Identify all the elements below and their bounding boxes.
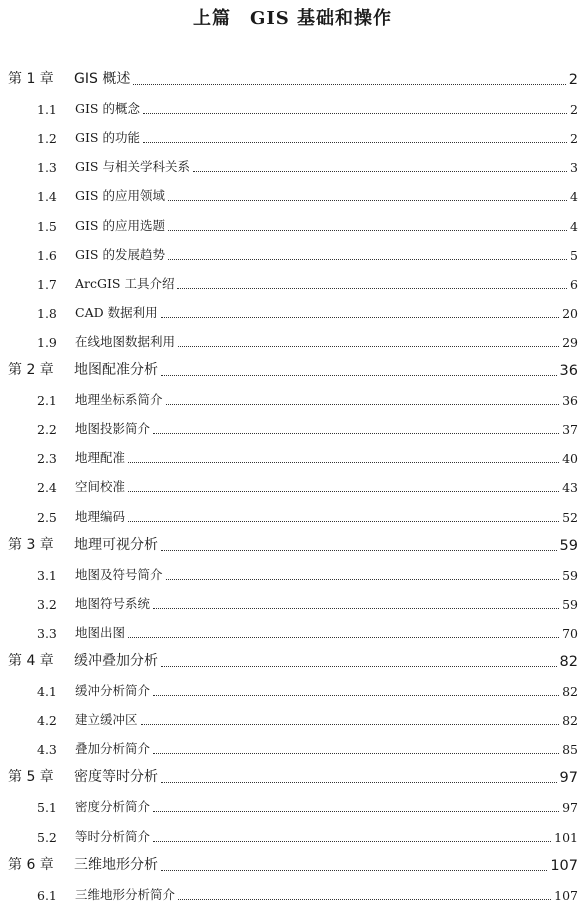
toc-entry-page-number: 52 bbox=[562, 509, 578, 525]
toc-entry-page-number: 2 bbox=[570, 131, 578, 147]
toc-entry-title: CAD 数据利用 bbox=[75, 304, 158, 320]
toc-entry-number: 2.1 bbox=[37, 393, 57, 409]
toc-entry-number: 2.3 bbox=[37, 451, 57, 467]
toc-entry-title: GIS 的应用领域 bbox=[75, 188, 165, 204]
toc-section-entry[interactable] bbox=[0, 149, 585, 178]
toc-chapter-entry[interactable] bbox=[0, 848, 585, 877]
toc-entry-title: 建立缓冲区 bbox=[75, 712, 138, 728]
dot-leader bbox=[178, 899, 551, 900]
toc-entry-page-number: 101 bbox=[554, 829, 578, 845]
toc-section-entry[interactable] bbox=[0, 120, 585, 149]
toc-entry-number: 第 1 章 bbox=[8, 71, 54, 88]
dot-leader bbox=[128, 491, 559, 492]
toc-entry-title: 地图投影简介 bbox=[75, 421, 151, 437]
toc-entry-number: 4.2 bbox=[37, 713, 57, 729]
toc-entry-title: 地图出图 bbox=[75, 624, 126, 640]
toc-entry-page-number: 82 bbox=[562, 713, 578, 729]
toc-entry-title: 三维地形分析简介 bbox=[75, 886, 176, 902]
toc-section-entry[interactable] bbox=[0, 789, 585, 818]
toc-entry-page-number: 40 bbox=[562, 451, 578, 467]
toc-section-entry[interactable] bbox=[0, 207, 585, 236]
toc-entry-page-number: 59 bbox=[559, 537, 578, 554]
dot-leader bbox=[133, 84, 565, 85]
dot-leader bbox=[161, 782, 557, 783]
dot-leader bbox=[141, 724, 560, 725]
toc-entry-title: 三维地形分析 bbox=[74, 856, 158, 873]
toc-entry-title: GIS 的应用选题 bbox=[75, 217, 165, 233]
toc-section-entry[interactable] bbox=[0, 411, 585, 440]
toc-entry-number: 1.4 bbox=[37, 189, 57, 205]
toc-entry-page-number: 97 bbox=[562, 800, 578, 816]
dot-leader bbox=[153, 695, 559, 696]
toc-entry-page-number: 20 bbox=[562, 305, 578, 321]
toc-entry-page-number: 97 bbox=[559, 770, 578, 787]
dot-leader bbox=[128, 462, 559, 463]
toc-section-entry[interactable] bbox=[0, 266, 585, 295]
toc-entry-page-number: 36 bbox=[559, 363, 578, 380]
toc-entry-number: 1.2 bbox=[37, 131, 57, 147]
toc-entry-number: 1.5 bbox=[37, 218, 57, 234]
toc-entry-number: 4.3 bbox=[37, 742, 57, 758]
toc-entry-page-number: 43 bbox=[562, 480, 578, 496]
toc-entry-title: 地图及符号简介 bbox=[75, 566, 163, 582]
toc-entry-title: GIS 的发展趋势 bbox=[75, 246, 165, 262]
dot-leader bbox=[153, 433, 559, 434]
toc-entry-title: GIS 概述 bbox=[74, 71, 131, 88]
dot-leader bbox=[153, 811, 559, 812]
toc-entry-number: 2.4 bbox=[37, 480, 57, 496]
toc-section-entry[interactable] bbox=[0, 469, 585, 498]
dot-leader bbox=[193, 171, 567, 172]
toc-entry-title: 缓冲叠加分析 bbox=[74, 652, 158, 669]
toc-entry-number: 第 5 章 bbox=[8, 769, 54, 786]
toc-chapter-entry[interactable] bbox=[0, 353, 585, 382]
dot-leader bbox=[143, 142, 567, 143]
toc-entry-page-number: 82 bbox=[562, 684, 578, 700]
dot-leader bbox=[166, 579, 560, 580]
toc-entry-number: 第 6 章 bbox=[8, 856, 54, 873]
toc-entry-number: 5.1 bbox=[37, 800, 57, 816]
toc-entry-number: 1.1 bbox=[37, 102, 57, 118]
dot-leader bbox=[168, 200, 567, 201]
toc-entry-page-number: 107 bbox=[554, 887, 578, 903]
toc-entry-number: 第 3 章 bbox=[8, 536, 54, 553]
toc-entry-page-number: 37 bbox=[562, 422, 578, 438]
toc-entry-page-number: 4 bbox=[570, 218, 578, 234]
toc-entry-number: 2.2 bbox=[37, 422, 57, 438]
toc-entry-title: 在线地图数据利用 bbox=[75, 333, 176, 349]
toc-section-entry[interactable] bbox=[0, 295, 585, 324]
toc-section-entry[interactable] bbox=[0, 440, 585, 469]
toc-entry-title: GIS 与相关学科关系 bbox=[75, 159, 190, 175]
toc-section-entry[interactable] bbox=[0, 673, 585, 702]
toc-section-entry[interactable] bbox=[0, 91, 585, 120]
toc-entry-page-number: 85 bbox=[562, 742, 578, 758]
toc-entry-title: 等时分析简介 bbox=[75, 828, 151, 844]
toc-section-entry[interactable] bbox=[0, 702, 585, 731]
toc-section-entry[interactable] bbox=[0, 324, 585, 353]
toc-entry-title: 叠加分析简介 bbox=[75, 741, 151, 757]
toc-entry-number: 5.2 bbox=[37, 829, 57, 845]
toc-section-entry[interactable] bbox=[0, 237, 585, 266]
dot-leader bbox=[178, 346, 559, 347]
toc-section-entry[interactable] bbox=[0, 498, 585, 527]
toc-entry-number: 1.7 bbox=[37, 276, 57, 292]
page-title: 上篇 GIS 基础和操作 bbox=[192, 8, 393, 29]
dot-leader bbox=[153, 841, 551, 842]
dot-leader bbox=[161, 375, 557, 376]
toc-entry-title: 地理可视分析 bbox=[74, 536, 158, 553]
toc-entry-page-number: 5 bbox=[570, 247, 578, 263]
table-of-contents bbox=[0, 62, 585, 906]
toc-entry-page-number: 59 bbox=[562, 567, 578, 583]
toc-entry-number: 1.9 bbox=[37, 334, 57, 350]
toc-entry-page-number: 107 bbox=[550, 857, 578, 874]
toc-entry-title: 地理编码 bbox=[75, 508, 126, 524]
toc-entry-title: GIS 的概念 bbox=[75, 101, 140, 117]
toc-entry-title: 地理配准 bbox=[75, 450, 126, 466]
toc-section-entry[interactable] bbox=[0, 557, 585, 586]
dot-leader bbox=[168, 259, 567, 260]
toc-entry-title: ArcGIS 工具介绍 bbox=[75, 275, 175, 291]
toc-section-entry[interactable] bbox=[0, 178, 585, 207]
toc-entry-number: 1.6 bbox=[37, 247, 57, 263]
toc-entry-title: GIS 的功能 bbox=[75, 130, 140, 146]
toc-entry-number: 2.5 bbox=[37, 509, 57, 525]
toc-section-entry[interactable] bbox=[0, 731, 585, 760]
toc-entry-page-number: 2 bbox=[570, 102, 578, 118]
toc-section-entry[interactable] bbox=[0, 615, 585, 644]
dot-leader bbox=[166, 404, 560, 405]
toc-entry-title: 地图配准分析 bbox=[74, 362, 158, 379]
dot-leader bbox=[128, 637, 559, 638]
toc-entry-number: 3.2 bbox=[37, 596, 57, 612]
toc-entry-title: 地图符号系统 bbox=[75, 595, 151, 611]
toc-entry-page-number: 59 bbox=[562, 596, 578, 612]
toc-entry-page-number: 29 bbox=[562, 334, 578, 350]
toc-chapter-entry[interactable] bbox=[0, 528, 585, 557]
dot-leader bbox=[161, 317, 560, 318]
toc-entry-page-number: 3 bbox=[570, 160, 578, 176]
toc-entry-title: 地理坐标系简介 bbox=[75, 392, 163, 408]
toc-chapter-entry[interactable] bbox=[0, 760, 585, 789]
toc-section-entry[interactable] bbox=[0, 818, 585, 847]
toc-entry-page-number: 2 bbox=[568, 72, 578, 89]
toc-entry-title: 缓冲分析简介 bbox=[75, 683, 151, 699]
toc-entry-number: 6.1 bbox=[37, 887, 57, 903]
dot-leader bbox=[153, 608, 559, 609]
dot-leader bbox=[177, 288, 567, 289]
toc-entry-number: 1.3 bbox=[37, 160, 57, 176]
toc-entry-page-number: 82 bbox=[559, 653, 578, 670]
toc-entry-page-number: 70 bbox=[562, 625, 578, 641]
toc-entry-page-number: 36 bbox=[562, 393, 578, 409]
toc-entry-number: 3.3 bbox=[37, 625, 57, 641]
toc-chapter-entry[interactable] bbox=[0, 644, 585, 673]
dot-leader bbox=[143, 113, 567, 114]
dot-leader bbox=[161, 666, 557, 667]
toc-entry-title: 密度分析简介 bbox=[75, 799, 151, 815]
toc-section-entry[interactable] bbox=[0, 877, 585, 906]
toc-entry-title: 密度等时分析 bbox=[74, 769, 158, 786]
dot-leader bbox=[128, 521, 559, 522]
toc-entry-number: 1.8 bbox=[37, 305, 57, 321]
toc-section-entry[interactable] bbox=[0, 382, 585, 411]
toc-entry-title: 空间校准 bbox=[75, 479, 126, 495]
dot-leader bbox=[153, 753, 559, 754]
toc-entry-page-number: 6 bbox=[570, 276, 578, 292]
toc-section-entry[interactable] bbox=[0, 586, 585, 615]
dot-leader bbox=[161, 870, 547, 871]
toc-entry-number: 4.1 bbox=[37, 684, 57, 700]
toc-chapter-entry[interactable] bbox=[0, 62, 585, 91]
toc-entry-page-number: 4 bbox=[570, 189, 578, 205]
toc-entry-number: 3.1 bbox=[37, 567, 57, 583]
toc-entry-number: 第 2 章 bbox=[8, 362, 54, 379]
dot-leader bbox=[168, 230, 567, 231]
toc-entry-number: 第 4 章 bbox=[8, 652, 54, 669]
dot-leader bbox=[161, 550, 557, 551]
